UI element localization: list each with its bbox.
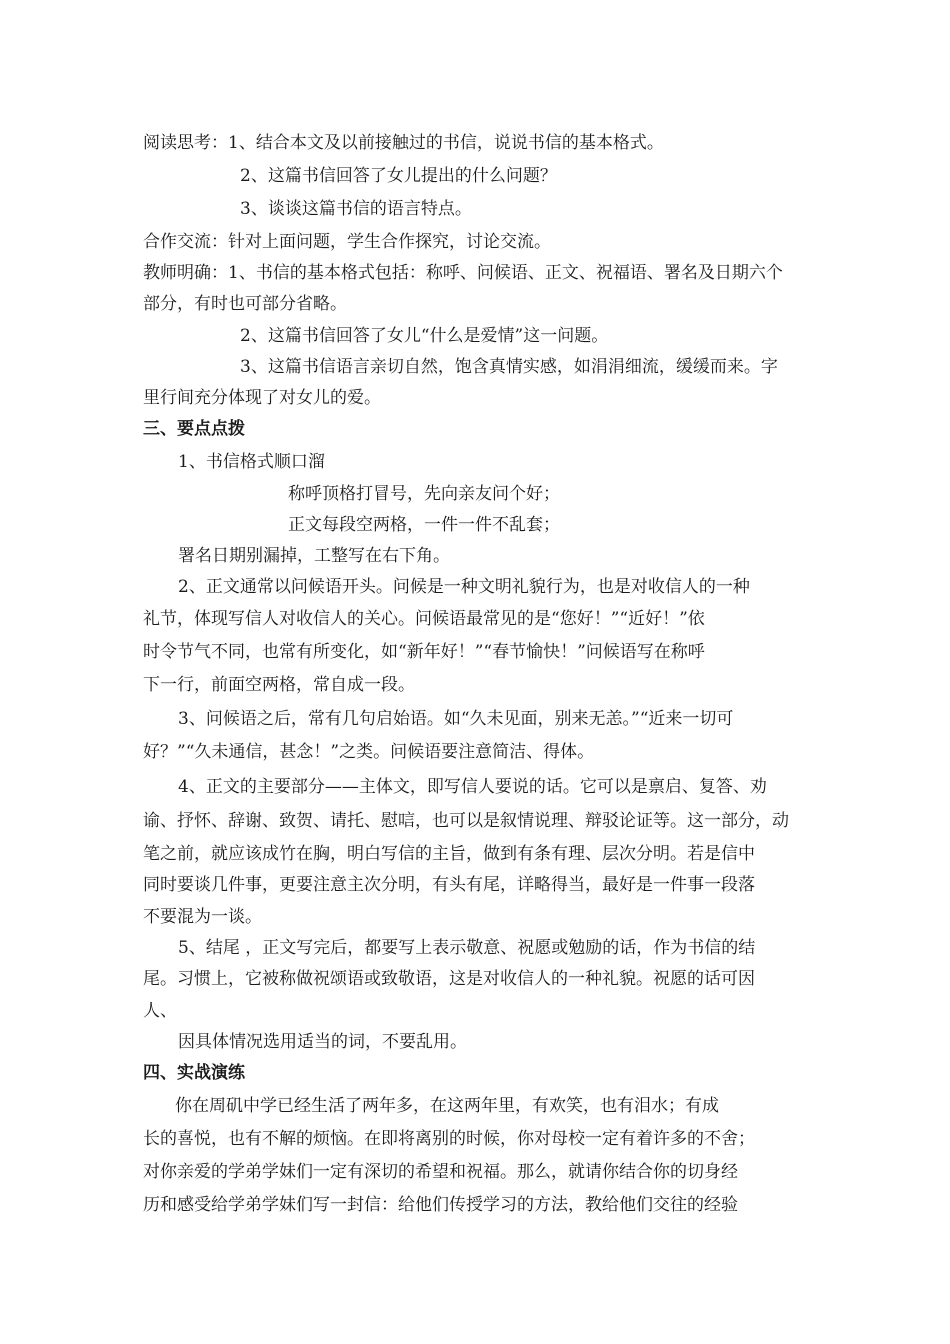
point-2-line2: 礼节，体现写信人对收信人的关心。问候语最常见的是“您好！”“近好！”依 [143, 609, 705, 629]
reading-question-3: 3、谈谈这篇书信的语言特点。 [240, 199, 472, 219]
practice-line-4: 历和感受给学弟学妹们写一封信：给他们传授学习的方法，教给他们交往的经验 [143, 1195, 738, 1215]
point-4-line1: 4、正文的主要部分——主体文，即写信人要说的话。它可以是禀启、复答、劝 [178, 777, 767, 797]
point-3-line1: 3、问候语之后，常有几句启始语。如“久未见面，别来无恙。”“近来一切可 [178, 709, 734, 729]
teacher-answer-2: 2、这篇书信回答了女儿“什么是爱情”这一问题。 [240, 326, 609, 346]
point-4-line5: 不要混为一谈。 [143, 907, 262, 927]
reading-think-line [143, 132, 664, 154]
practice-line-1: 你在周矶中学已经生活了两年多，在这两年里，有欢笑，也有泪水；有成 [175, 1096, 719, 1116]
point-4-line3: 笔之前，就应该成竹在胸，明白写信的主旨，做到有条有理、层次分明。若是信中 [143, 844, 755, 864]
point-2-line1: 2、正文通常以问候语开头。问候是一种文明礼貌行为，也是对收信人的一种 [178, 577, 750, 597]
point-5-line1: 5、结尾 ，正文写完后，都要写上表示敬意、祝愿或勉励的话，作为书信的结 [178, 938, 756, 958]
reading-question-1: 1、结合本文及以前接触过的书信，说说书信的基本格式。 [228, 133, 664, 153]
reading-question-2: 2、这篇书信回答了女儿提出的什么问题？ [240, 166, 557, 186]
point-2-line3: 时令节气不同，也常有所变化，如“新年好！”“春节愉快！”问候语写在称呼 [143, 642, 705, 662]
point-2-line4: 下一行，前面空两格，常自成一段。 [143, 675, 415, 695]
point-4-line4: 同时要谈几件事，更要注意主次分明，有头有尾，详略得当，最好是一件事一段落 [143, 875, 755, 895]
teacher-answer-3-line2: 里行间充分体现了对女儿的爱。 [143, 388, 381, 408]
rhyme-line-3: 署名日期别漏掉，工整写在右下角。 [178, 546, 450, 566]
teacher-answer-3-line1: 3、这篇书信语言亲切自然，饱含真情实感，如涓涓细流，缓缓而来。字 [240, 357, 778, 377]
reading-think-label: 阅读思考： [143, 133, 228, 153]
point-5-line4: 因具体情况选用适当的词，不要乱用。 [178, 1032, 467, 1052]
point-5-line2: 尾。习惯上，它被称做祝颂语或致敬语，这是对收信人的一种礼貌。祝愿的话可因 [143, 969, 755, 989]
section-4-heading: 四、实战演练 [143, 1063, 245, 1083]
teacher-answer-1-line1: 教师明确：1、书信的基本格式包括：称呼、问候语、正文、祝福语、署名及日期六个 [143, 263, 783, 283]
practice-line-2: 长的喜悦，也有不解的烦恼。在即将离别的时候，你对母校一定有着许多的不舍； [143, 1129, 755, 1149]
rhyme-line-2: 正文每段空两格，一件一件不乱套； [288, 515, 560, 535]
rhyme-line-1: 称呼顶格打冒号，先向亲友问个好； [288, 484, 560, 504]
format-rhyme-title: 1、书信格式顺口溜 [178, 452, 325, 472]
teacher-answer-1-line2: 部分，有时也可部分省略。 [143, 294, 347, 314]
section-3-heading: 三、要点点拨 [143, 419, 245, 439]
point-3-line2: 好？”“久未通信，甚念！”之类。问候语要注意简洁、得体。 [143, 742, 595, 762]
point-4-line2: 谕、抒怀、辞谢、致贺、请托、慰唁，也可以是叙情说理、辩驳论证等。这一部分，动 [143, 811, 789, 831]
practice-line-3: 对你亲爱的学弟学妹们一定有深切的希望和祝福。那么，就请你结合你的切身经 [143, 1162, 738, 1182]
cooperate-line: 合作交流：针对上面问题，学生合作探究，讨论交流。 [143, 232, 551, 252]
point-5-line3: 人、 [143, 1001, 177, 1021]
